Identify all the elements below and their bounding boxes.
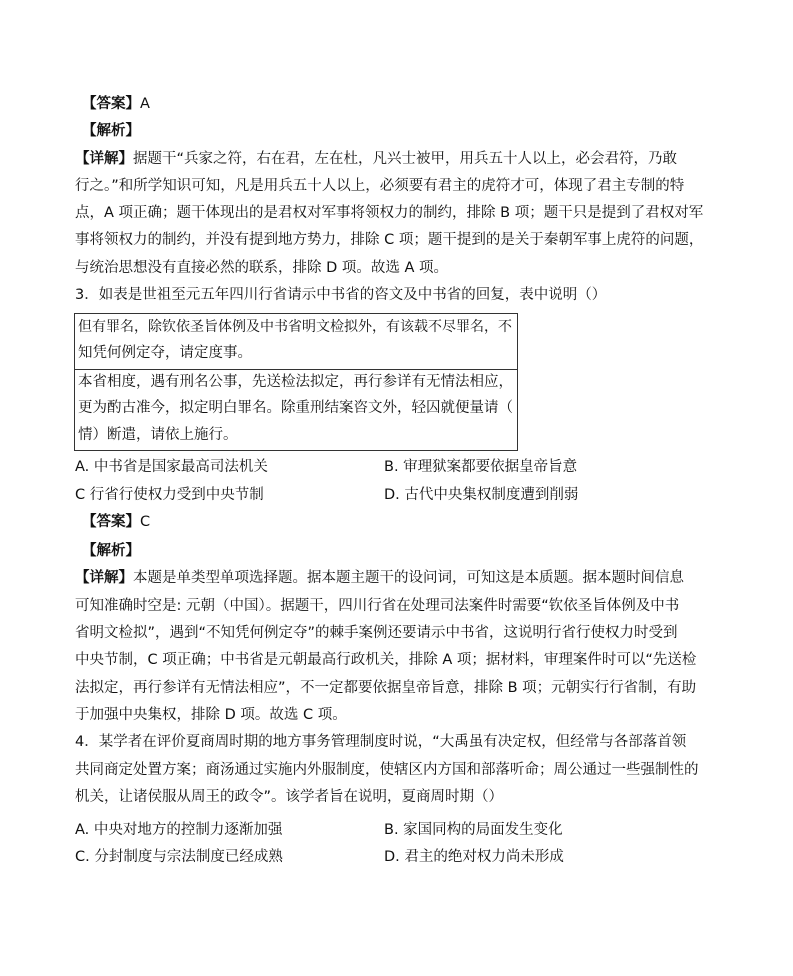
q3-option-c: C 行省行使权力受到中央节制 [75, 487, 264, 503]
q3-answer: 【答案】C [82, 514, 151, 530]
q3-analysis-label: 【解析】 [82, 543, 140, 559]
q4-option-d: D. 君主的绝对权力尚未形成 [384, 849, 564, 865]
q2-detail-line-3: 点，A 项正确；题干体现出的是君权对军事将领权力的制约，排除 B 项；题干只是提到了君权对军 [75, 205, 704, 221]
q4-option-c: C. 分封制度与宗法制度已经成熟 [75, 849, 283, 865]
q3-detail-line-2: 可知准确时空是: 元朝（中国）。据题干，四川行省在处理司法案件时需要“钦依圣旨体例及中书 [75, 598, 680, 614]
q3-option-a: A. 中书省是国家最高司法机关 [75, 459, 268, 475]
q3-table-row2-line2: 更为酌古准今，拟定明白罪名。除重刑结案咨文外，轻囚就便量请（ [78, 400, 513, 416]
q4-stem-line-3: 机关，让诸侯服从周王的政令”。该学者旨在说明，夏商周时期（） [75, 789, 504, 805]
q3-table-row1-line2: 知凭何例定夺，请定度事。 [78, 345, 252, 361]
q3-table [74, 313, 518, 451]
q3-table-row2-line3: 情）断遣，请依上施行。 [78, 427, 238, 443]
q3-detail-line-6: 于加强中央集权，排除 D 项。故选 C 项。 [75, 707, 347, 723]
q2-detail-line-1: 【详解】据题干“兵家之符，右在君，左在杜，凡兴士被甲，用兵五十人以上，必会君符，乃敢 [75, 151, 678, 167]
q4-option-b: B. 家国同构的局面发生变化 [384, 822, 563, 838]
q3-option-d: D. 古代中央集权制度遭到削弱 [384, 487, 579, 503]
q4-stem-line-2: 共同商定处置方案；商汤通过实施内外服制度，使辖区内方国和部落听命；周公通过一些强制性的 [75, 762, 699, 778]
q3-detail-line-1: 【详解】本题是单类型单项选择题。据本题主题干的设问词，可知这是本质题。据本题时间信息 [75, 570, 684, 586]
q3-table-divider [75, 369, 517, 370]
q2-answer: 【答案】A [82, 96, 150, 112]
q3-option-b: B. 审理狱案都要依据皇帝旨意 [384, 459, 578, 475]
q3-table-row1-line1: 但有罪名，除钦依圣旨体例及中书省明文检拟外，有该载不尽罪名，不 [78, 319, 512, 335]
q3-detail-line-3: 省明文检拟”，遇到“不知凭何例定夺”的棘手案例还要请示中书省，这说明行省行使权力时受到 [75, 625, 678, 641]
q2-detail-line-4: 事将领权力的制约，并没有提到地方势力，排除 C 项；题干提到的是关于秦朝军事上虎符的问题， [75, 232, 704, 248]
q4-option-a: A. 中央对地方的控制力逐渐加强 [75, 822, 283, 838]
q4-stem-line-1: 4．某学者在评价夏商周时期的地方事务管理制度时说，“大禹虽有决定权，但经常与各部落首领 [75, 734, 687, 750]
q3-detail-line-4: 中央节制，C 项正确；中书省是元朝最高行政机关，排除 A 项；据材料，审理案件时可以“先送检 [75, 652, 697, 668]
q2-analysis-label: 【解析】 [82, 123, 140, 139]
q2-detail-line-2: 行之。”和所学知识可知，凡是用兵五十人以上，必须要有君主的虎符才可，体现了君主专制的特 [75, 178, 685, 194]
q2-detail-line-5: 与统治思想没有直接必然的联系，排除 D 项。故选 A 项。 [75, 260, 449, 276]
q3-stem: 3．如表是世祖至元五年四川行省请示中书省的咨文及中书省的回复，表中说明（） [75, 287, 607, 303]
q3-detail-line-5: 法拟定，再行参详有无情法相应”，不一定都要依据皇帝旨意，排除 B 项；元朝实行行省制，有助 [75, 680, 697, 696]
q3-table-row2-line1: 本省相度，遇有刑名公事，先送检法拟定，再行参详有无情法相应， [78, 374, 513, 390]
